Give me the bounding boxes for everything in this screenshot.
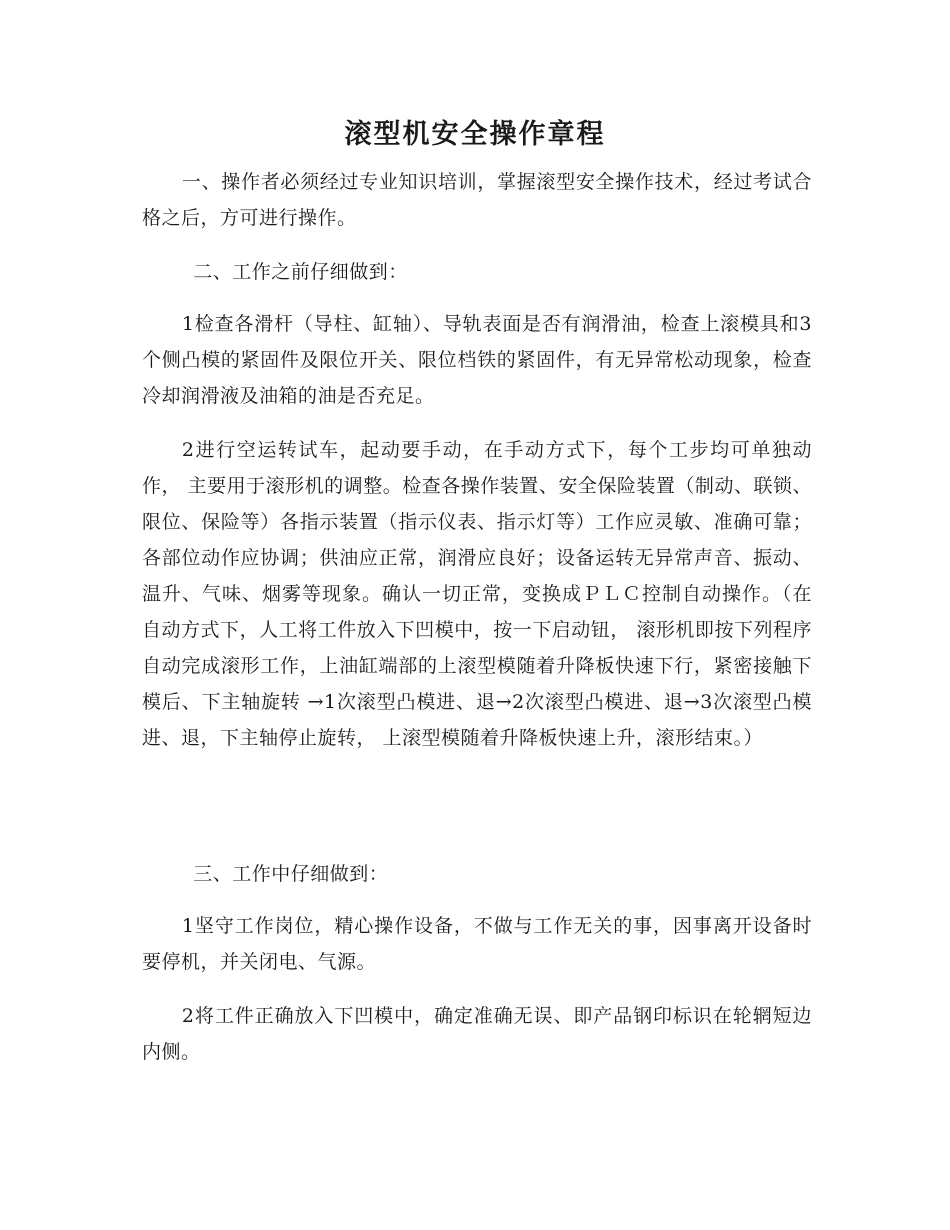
- section-heading-before-work: 二、工作之前仔细做到：: [193, 261, 408, 283]
- paragraph-trial-run: 2进行空运转试车，起动要手动，在手动方式下，每个工步均可单独动作， 主要用于滚形机的调整。检查各操作装置、安全保险装置（制动、联锁、限位、保险等）各指示装置（指示仪表、指示灯等）工作应灵敏、准确可靠；各部位动作应协调；供油应正常，润滑应良好；设备运转无异常声音、振动、温升、气味、烟雾等现象。确认一切正常，变换成ＰＬＣ控制自动操作。（在自动方式下，人工将工件放入下凹模中，按一下启动钮， 滚形机即按下列程序自动完成滚形工作，上油缸端部的上滚型模随着升降板快速下行，紧密接触下模后、下主轴旋转 →1次滚型凸模进、退→2次滚型凸模进、退→3次滚型凸模进、退，下主轴停止旋转， 上滚型模随着升降板快速上升，滚形结束。）: [142, 439, 812, 749]
- paragraph-stay-at-post: 1坚守工作岗位，精心操作设备，不做与工作无关的事，因事离开设备时要停机，并关闭电、气源。: [142, 915, 812, 973]
- section-heading-during-work: 三、工作中仔细做到：: [193, 863, 389, 885]
- paragraph-operator-training: 一、操作者必须经过专业知识培训，掌握滚型安全操作技术，经过考试合格之后，方可进行操作。: [142, 171, 812, 229]
- paragraph-place-workpiece: 2将工件正确放入下凹模中，确定准确无误、即产品钢印标识在轮辋短边内侧。: [142, 1005, 812, 1063]
- paragraph-inspection: 1检查各滑杆（导柱、缸轴）、导轨表面是否有润滑油，检查上滚模具和3个侧凸模的紧固件及限位开关、限位档铁的紧固件，有无异常松动现象，检查冷却润滑液及油箱的油是否充足。: [142, 313, 812, 407]
- document-title: 滚型机安全操作章程: [344, 119, 606, 150]
